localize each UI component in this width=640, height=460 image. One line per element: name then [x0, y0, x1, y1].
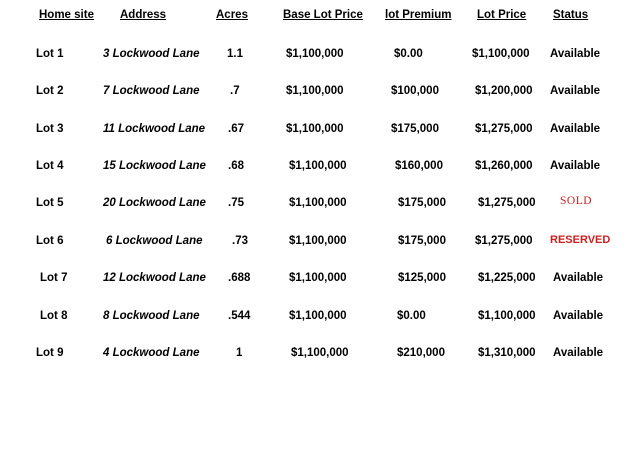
row-7-status: Available [553, 272, 604, 284]
row-6-address: 6 Lockwood Lane [106, 235, 203, 247]
row-9-home-site: Lot 9 [36, 347, 64, 359]
row-8-home-site: Lot 8 [40, 310, 68, 322]
row-1-acres: 1.1 [227, 48, 243, 60]
row-5-status-sold: SOLD [560, 195, 593, 207]
row-5-address: 20 Lockwood Lane [103, 197, 206, 209]
row-8-base-lot-price: $1,100,000 [289, 310, 347, 322]
row-6-acres: .73 [232, 235, 248, 247]
row-7-lot-premium: $125,000 [398, 272, 446, 284]
row-4-home-site: Lot 4 [36, 160, 64, 172]
row-1-lot-price: $1,100,000 [472, 48, 530, 60]
row-9-address: 4 Lockwood Lane [103, 347, 200, 359]
row-1-home-site: Lot 1 [36, 48, 64, 60]
row-2-lot-price: $1,200,000 [475, 85, 533, 97]
row-6-status-reserved: RESERVED [550, 234, 611, 246]
row-3-acres: .67 [228, 123, 244, 135]
row-3-home-site: Lot 3 [36, 123, 64, 135]
row-6-home-site: Lot 6 [36, 235, 64, 247]
row-2-home-site: Lot 2 [36, 85, 64, 97]
row-7-address: 12 Lockwood Lane [103, 272, 206, 284]
row-8-lot-price: $1,100,000 [478, 310, 536, 322]
header-lot-premium: lot Premium [385, 9, 452, 21]
header-home-site: Home site [39, 9, 94, 21]
row-8-lot-premium: $0.00 [397, 310, 426, 322]
row-3-status: Available [550, 123, 601, 135]
row-9-lot-premium: $210,000 [397, 347, 445, 359]
row-2-lot-premium: $100,000 [391, 85, 439, 97]
row-2-address: 7 Lockwood Lane [103, 85, 200, 97]
row-7-base-lot-price: $1,100,000 [289, 272, 347, 284]
header-address: Address [120, 9, 167, 21]
row-9-base-lot-price: $1,100,000 [291, 347, 349, 359]
row-3-address: 11 Lockwood Lane [103, 123, 206, 135]
row-4-base-lot-price: $1,100,000 [289, 160, 347, 172]
row-4-lot-premium: $160,000 [395, 160, 443, 172]
row-1-lot-premium: $0.00 [394, 48, 423, 60]
row-6-lot-premium: $175,000 [398, 235, 446, 247]
header-status: Status [553, 9, 589, 21]
row-8-status: Available [553, 310, 604, 322]
row-2-status: Available [550, 85, 601, 97]
row-5-acres: .75 [228, 197, 244, 209]
row-8-address: 8 Lockwood Lane [103, 310, 200, 322]
row-7-lot-price: $1,225,000 [478, 272, 536, 284]
header-acres: Acres [216, 9, 248, 21]
row-2-acres: .7 [230, 85, 240, 97]
row-4-lot-price: $1,260,000 [475, 160, 533, 172]
row-6-lot-price: $1,275,000 [475, 235, 533, 247]
row-5-lot-price: $1,275,000 [478, 197, 536, 209]
row-4-acres: .68 [228, 160, 244, 172]
row-4-address: 15 Lockwood Lane [103, 160, 206, 172]
row-8-acres: .544 [228, 310, 251, 322]
header-base-lot-price: Base Lot Price [283, 9, 363, 21]
row-3-lot-premium: $175,000 [391, 123, 439, 135]
row-5-home-site: Lot 5 [36, 197, 64, 209]
row-4-status: Available [550, 160, 601, 172]
row-1-address: 3 Lockwood Lane [103, 48, 200, 60]
row-9-status: Available [553, 347, 604, 359]
row-3-lot-price: $1,275,000 [475, 123, 533, 135]
row-6-base-lot-price: $1,100,000 [289, 235, 347, 247]
row-1-base-lot-price: $1,100,000 [286, 48, 344, 60]
row-3-base-lot-price: $1,100,000 [286, 123, 344, 135]
row-7-home-site: Lot 7 [40, 272, 68, 284]
row-9-acres: 1 [236, 347, 243, 359]
row-1-status: Available [550, 48, 601, 60]
row-9-lot-price: $1,310,000 [478, 347, 536, 359]
row-7-acres: .688 [228, 272, 251, 284]
row-2-base-lot-price: $1,100,000 [286, 85, 344, 97]
header-lot-price: Lot Price [477, 9, 527, 21]
row-5-base-lot-price: $1,100,000 [289, 197, 347, 209]
row-5-lot-premium: $175,000 [398, 197, 446, 209]
